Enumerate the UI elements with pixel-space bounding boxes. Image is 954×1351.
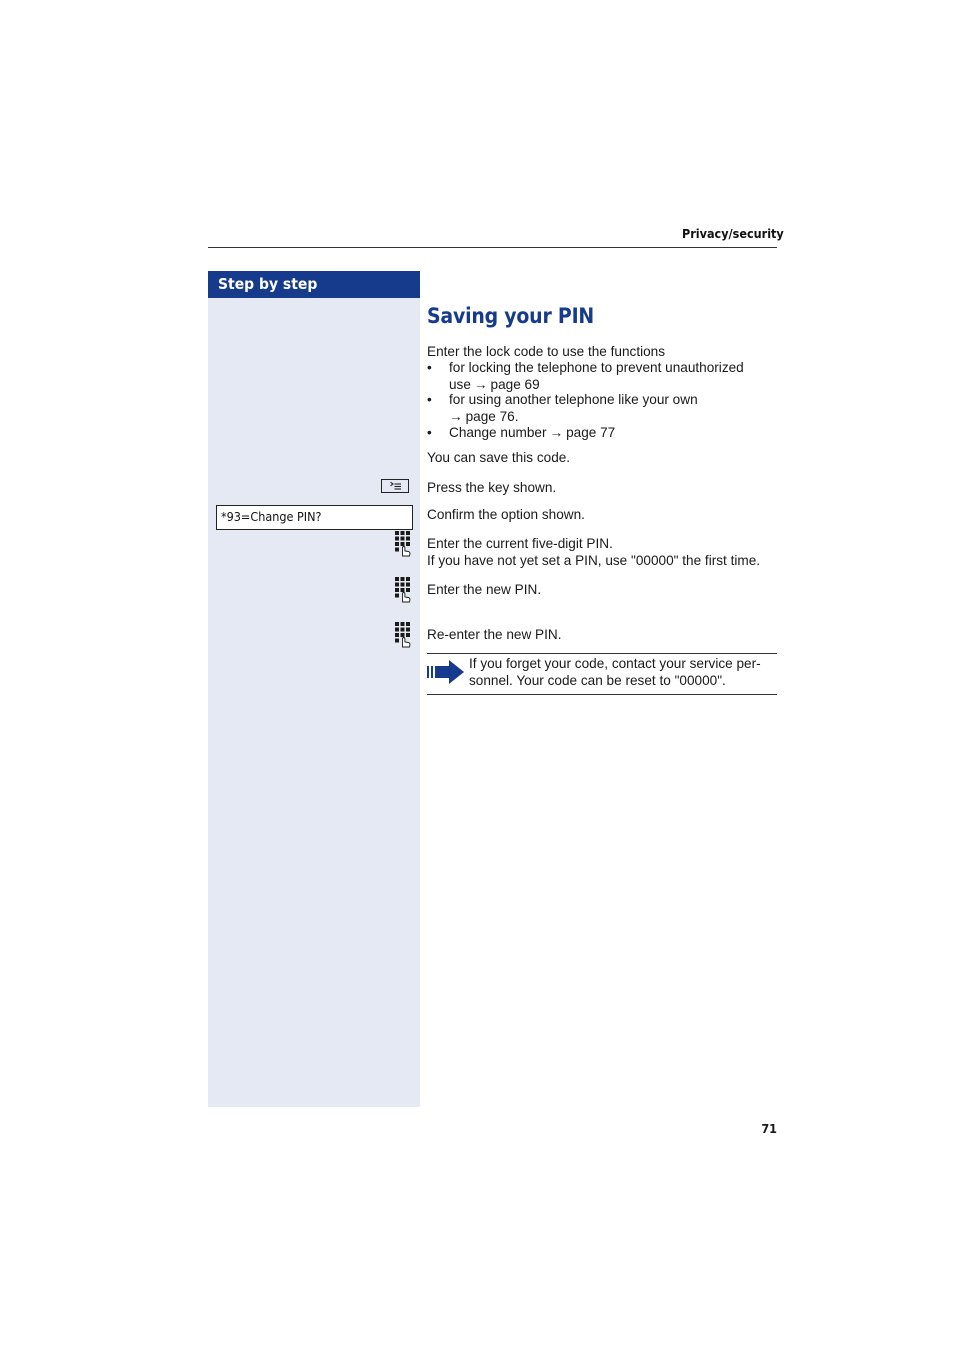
note-arrow-icon — [427, 659, 465, 685]
arrow-right-icon: → — [449, 408, 463, 424]
page-reference: page 77 — [566, 425, 616, 440]
step-text: Confirm the option shown. — [427, 507, 585, 522]
note-text — [469, 656, 779, 689]
bullet-marker: • — [427, 425, 432, 440]
bullet-line: for using another telephone like your own — [449, 392, 698, 407]
bullet-marker: • — [427, 392, 432, 407]
arrow-right-icon: → — [473, 376, 488, 392]
step-text: Press the key shown. — [427, 480, 557, 495]
page-reference: page 76. — [465, 408, 519, 424]
header-divider — [208, 247, 777, 248]
menu-key-icon — [381, 479, 409, 493]
keypad-icon — [394, 577, 412, 603]
save-note: You can save this code. — [427, 450, 571, 465]
bullet-line — [449, 425, 779, 442]
sidebar-panel — [208, 271, 420, 1107]
intro-text: Enter the lock code to use the functions — [427, 344, 666, 359]
bullet-line — [449, 409, 779, 426]
page-title: Saving your PIN — [427, 304, 595, 328]
bullet-text: use — [449, 376, 471, 392]
step-text: Enter the current five-digit PIN. — [427, 536, 613, 551]
note-line: sonnel. Your code can be reset to "00000". — [469, 672, 726, 688]
note-divider-bottom — [427, 694, 777, 695]
bullet-line — [449, 377, 779, 394]
bullet-line: for locking the telephone to prevent unauthorized — [449, 360, 744, 375]
sidebar-title: Step by step — [208, 271, 420, 298]
page-number: 71 — [761, 1121, 777, 1136]
bullet-text: Change number — [449, 425, 547, 440]
step-text: Enter the new PIN. — [427, 582, 542, 597]
bullet-marker: • — [427, 360, 432, 375]
page-reference: page 69 — [490, 376, 540, 392]
step-text: Re-enter the new PIN. — [427, 627, 562, 642]
note-divider-top — [427, 653, 777, 654]
note-line: If you forget your code, contact your service per- — [469, 656, 761, 671]
section-title: Privacy/security — [682, 226, 784, 241]
step-text-secondary: If you have not yet set a PIN, use "00000" the first time. — [427, 553, 761, 568]
display-option-change-pin[interactable]: *93=Change PIN? — [216, 505, 413, 530]
keypad-icon — [394, 622, 412, 648]
keypad-icon — [394, 531, 412, 557]
arrow-right-icon: → — [549, 425, 564, 440]
